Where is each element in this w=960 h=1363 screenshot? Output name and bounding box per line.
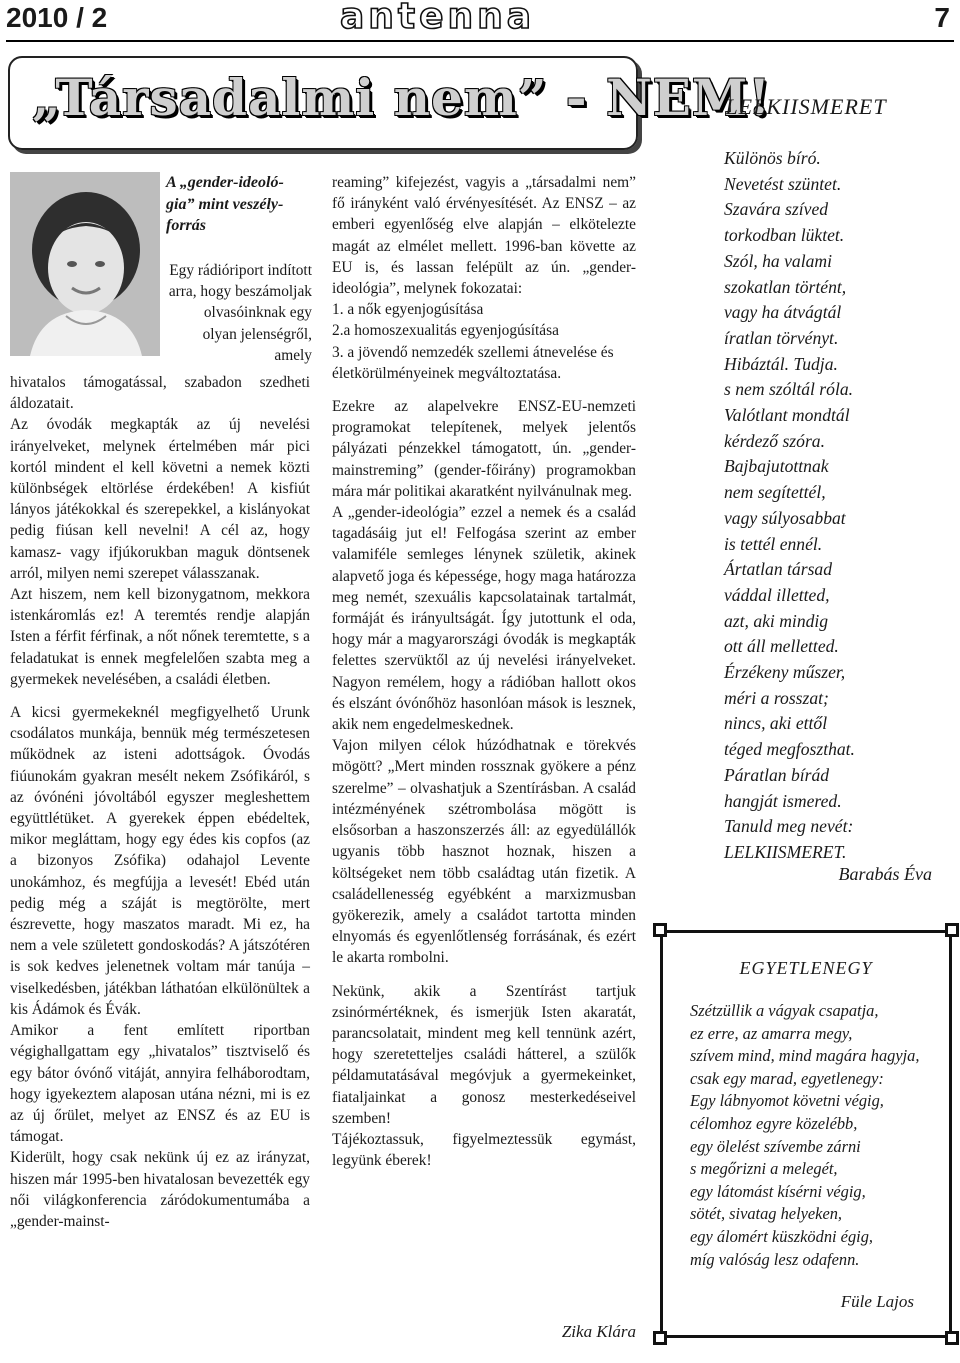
poem-line: torkodban lüktet. [724, 225, 845, 246]
frame-corner [945, 923, 959, 937]
paragraph: Azt hiszem, nem kell bizonygatnom, mekkora istenkáromlás ez! A teremtés rendje alapján Isten a férfit férfinak, a nőt nőnek teremtette, s a feladatukat is ennek megfelelően szabta meg a gyermekek nevelésében, a családi életben. [10, 586, 310, 688]
poem-line: méri a rosszat; [724, 687, 829, 708]
portrait-image [10, 172, 160, 356]
poem-line: vagy súlyosabbat [724, 507, 846, 528]
poem-line: Nevetést szüntet. [724, 173, 842, 194]
paragraph: Nekünk, akik a Szentírást tartjuk zsinórmértéknek, és ismerjük Isten akaratát, parancsolatait, mindent meg kell tennünk azért, hogy szeretetteljes családi hátterel, a szülők példamutatásával megóvjuk a gyermekeinket, fiataljainkat a gonosz mesterkedéseivel szemben! [332, 982, 636, 1127]
poem-line: csak egy marad, egyetlenegy: [690, 1068, 884, 1088]
poem-line: s nem szóltál róla. [724, 379, 854, 400]
paragraph-gap [10, 690, 310, 702]
poem-line: Szól, ha valami [724, 250, 833, 271]
poem-line: Bajbajutottnak [724, 456, 829, 477]
poem-line: is tettél ennél. [724, 533, 823, 554]
paragraph: Vajon milyen célok húzódhatnak e törekvés mögött? „Mert minden rossznak gyökere a pénz szerelme” – olvashatjuk a Szentírásban. A család intézményének szétrombolása mögött is elsősorban a haszonszerzés áll: az egyedülállók ugyanis több hasznot hoznak, hiszen a költségeket nem több családtag után fizetik. A családellenesség egyébként a marxizmusban gyökerezik, amely a családot tartotta minden elnyomás és egyenlőtlenség forrásának, és ezért le akarta rombolni. [332, 737, 636, 967]
poem-line: Szétzüllik a vágyak csapatja, [690, 1001, 879, 1020]
page-header [0, 0, 960, 40]
article-author: Zika Klára [561, 1322, 636, 1341]
poem-line: szívem mind, mind magára hagyja, [690, 1046, 920, 1066]
masthead: antenna [340, 0, 536, 37]
poem-line: Páratlan bírád [724, 764, 830, 785]
paragraph: Kiderült, hogy csak nekünk új ez az irányzat, hiszen már 1995-ben hivatalosan bevezették egy női világkonferencia záródokumentumába a „gender-mainst- [10, 1149, 310, 1230]
header-rule [6, 40, 954, 42]
poem-line: ott áll melletted. [724, 636, 839, 657]
poem2-title: EGYETLENEGY [739, 958, 873, 978]
poem-line: egy látomást kísérni végig, [690, 1181, 866, 1201]
article-title-box [8, 56, 772, 150]
list-item: 2.a homoszexualitás egyenjogúsítása [332, 322, 559, 340]
paragraph: Amikor a fent említett riportban végighallgattam egy „hivatalos” tisztviselő és egy bátor óvónő vitáját, annyira felháborodtam, hogy igyekeztem alaposan utána nézni, mi is ez az új őrület, melyet az ENSZ és az EU is támogat. [10, 1022, 310, 1146]
poem2-body [690, 1000, 950, 1271]
poem-line: Ártatlan társad [724, 559, 833, 580]
intro-body: Egy rádióriport indított arra, hogy beszámoljak olvasóinknak egy olyan jelenségről, amely [168, 262, 312, 364]
poem-line: ez erre, az amarra megy, [690, 1023, 853, 1043]
poem1-author: Barabás Éva [838, 864, 932, 884]
poem-line: LELKIISMERET. [724, 841, 847, 862]
paragraph: Az óvodák megkapták az új nevelési irányelveket, melynek értelmében már pici kortól mindent el kell követni a nemek közti különbségek eltörlése érdekében! A kisfiút lányos játékokkal és szerepekkel, a kislányokat pedig fiúsan kell nevelni! A cél az, hogy kamasz- vagy ifjúkorukban maguk döntsenek arról, milyen nemi szerepet válasszanak. [10, 416, 310, 582]
poem-line: Egy lábnyomot követni végig, [690, 1091, 884, 1111]
paragraph: A kicsi gyermekeknél megfigyelhető Urunk csodálatos munkája, bennük még természetesen működnek az isteni adottságok. Óvodás fiúunokám gyakran mesélt nekem Zsófikáról, s az óvónéni jóvoltából egyszer megleshettem együttlétüket. A gyerekek éppen ebédeltek, mikor megláttam, hogy egy édes kis copfos (az a bizonyos Zsófika) odahajol Levente unokámhoz, és megfújja a levesét! Ebéd után pedig még a száját is megtörölte, mert észrevette, hogy maszatos maradt. Mi ez, ha nem a vele született gondoskodás? A játszótéren is sok kedves jelenetnek voltam már tanúja – viselkedésben, játékban láthatóan elkülönültek a kis Ádámok és Évák. [10, 704, 310, 1018]
article-column-2 [332, 172, 636, 1171]
poem-line: Valótlant mondtál [724, 405, 850, 426]
poem-line: vagy ha átvágtál [724, 302, 842, 323]
poem-line: nem segítettél, [724, 482, 826, 503]
poem-line: téged megfoszthat. [724, 739, 855, 760]
poem-line: szokatlan történt, [724, 276, 847, 297]
intro-heading: A „gender-ideoló-gia” mint veszély-forrás [166, 174, 284, 234]
paragraph: hivatalos támogatással, szabadon szedheti áldozatait. [10, 374, 310, 413]
author-photo [10, 172, 160, 356]
poem-line: egy álomért küszködni égig, [690, 1226, 873, 1246]
frame-corner [653, 1331, 667, 1345]
list-item: 1. a nők egyenjogúsítása [332, 301, 484, 319]
poem-line: váddal illetted, [724, 584, 830, 605]
paragraph: reaming” kifejezést, vagyis a „társadalmi nem” fő irányként való érvényesítését. Az ENSZ – az emberi egyenlőség elve alapján – elkötelezte magát az elmélet mellett. 1996-ban követte az EU is, és lassan felépült az ún. „gender-ideológia”, melynek fokozatai: [332, 174, 636, 298]
issue-number: 2010 / 2 [6, 2, 108, 33]
poem-line: Tanuld meg nevét: [724, 816, 854, 837]
paragraph-gap [332, 969, 636, 981]
poem2-author: Füle Lajos [840, 1292, 914, 1311]
paragraph: A „gender-ideológia” ezzel a nemek és a család tagadásáig jut el! Felfogása szerint az ember valamiféle semleges lénynek születik, akinek alapvető joga és képessége, hogy maga határozza meg nemét, szexuális kapcsolatainak tartalmát, formáját és irányultságát. Így jutottunk el oda, hogy már a magyarországi óvodák is megkapták felettes szervüktől az új nevelési irányelveket. Nagyon remélem, hogy a rádióban hallott okos és elszánt óvónőhöz hasonlóan mások is lesznek, akik nem engedelmeskednek. [332, 504, 636, 734]
poem-line: sötét, sivatag helyeken, [690, 1204, 843, 1224]
poem-line: míg valóság lesz odafenn. [690, 1249, 860, 1269]
poem-line: íratlan törvényt. [724, 327, 839, 348]
paragraph: Ezekre az alapelvekre ENSZ-EU-nemzeti programokat telepítenek, melyek jelentős pályázati pénzekkel támogatott, ún. „gender-mainstreming” (gender-főirány) programokban mára már politikai akaratként nyilvánulnak meg. [332, 398, 636, 500]
paragraph-gap [332, 384, 636, 396]
frame-corner [945, 1331, 959, 1345]
frame-corner [653, 923, 667, 937]
poem-line: Különös bíró. [724, 148, 821, 168]
article-column-1 [10, 372, 310, 1232]
poem-line: kérdező szóra. [724, 430, 825, 451]
poem-line: hangját ismered. [724, 790, 842, 811]
poem1-title: LELKIISMERET [725, 94, 887, 119]
poem-line: Hibáztál. Tudja. [724, 353, 838, 374]
poem-line: egy ölelést szívembe zárni [690, 1136, 861, 1156]
poem-line: azt, aki mindig [724, 610, 829, 631]
paragraph: Tájékoztassuk, figyelmeztessük egymást, legyünk éberek! [332, 1130, 636, 1170]
page-number: 7 [934, 2, 950, 33]
poem-line: célomhoz egyre közelébb, [690, 1113, 858, 1133]
poem-line: Érzékeny műszer, [724, 662, 846, 683]
poem1-body [724, 146, 960, 866]
list-item: 3. a jövendő nemzedék szellemi átnevelése és életkörülményeinek megváltoztatása. [332, 343, 614, 382]
poem-line: s megőrizni a melegét, [690, 1159, 838, 1179]
poem-line: Szavára szíved [724, 199, 829, 220]
poem-line: nincs, aki ettől [724, 713, 828, 734]
article-title: „Társadalmi nem” - NEM! [32, 68, 772, 127]
